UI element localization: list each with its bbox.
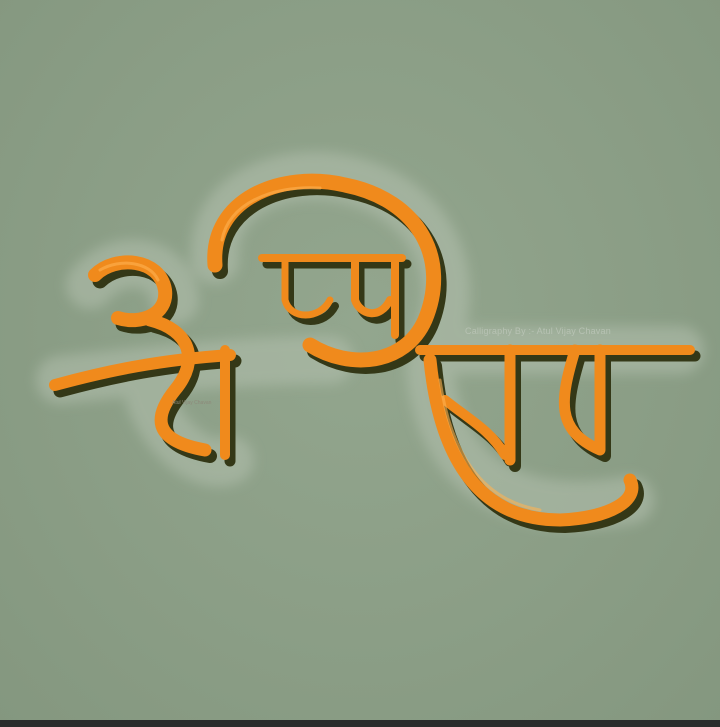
halo-layer — [60, 176, 680, 505]
small-credit: Atul Vijay Chavan — [172, 400, 212, 406]
bottom-border — [0, 720, 720, 727]
calligraphy-credit: Calligraphy By :- Atul Vijay Chavan — [465, 326, 611, 336]
